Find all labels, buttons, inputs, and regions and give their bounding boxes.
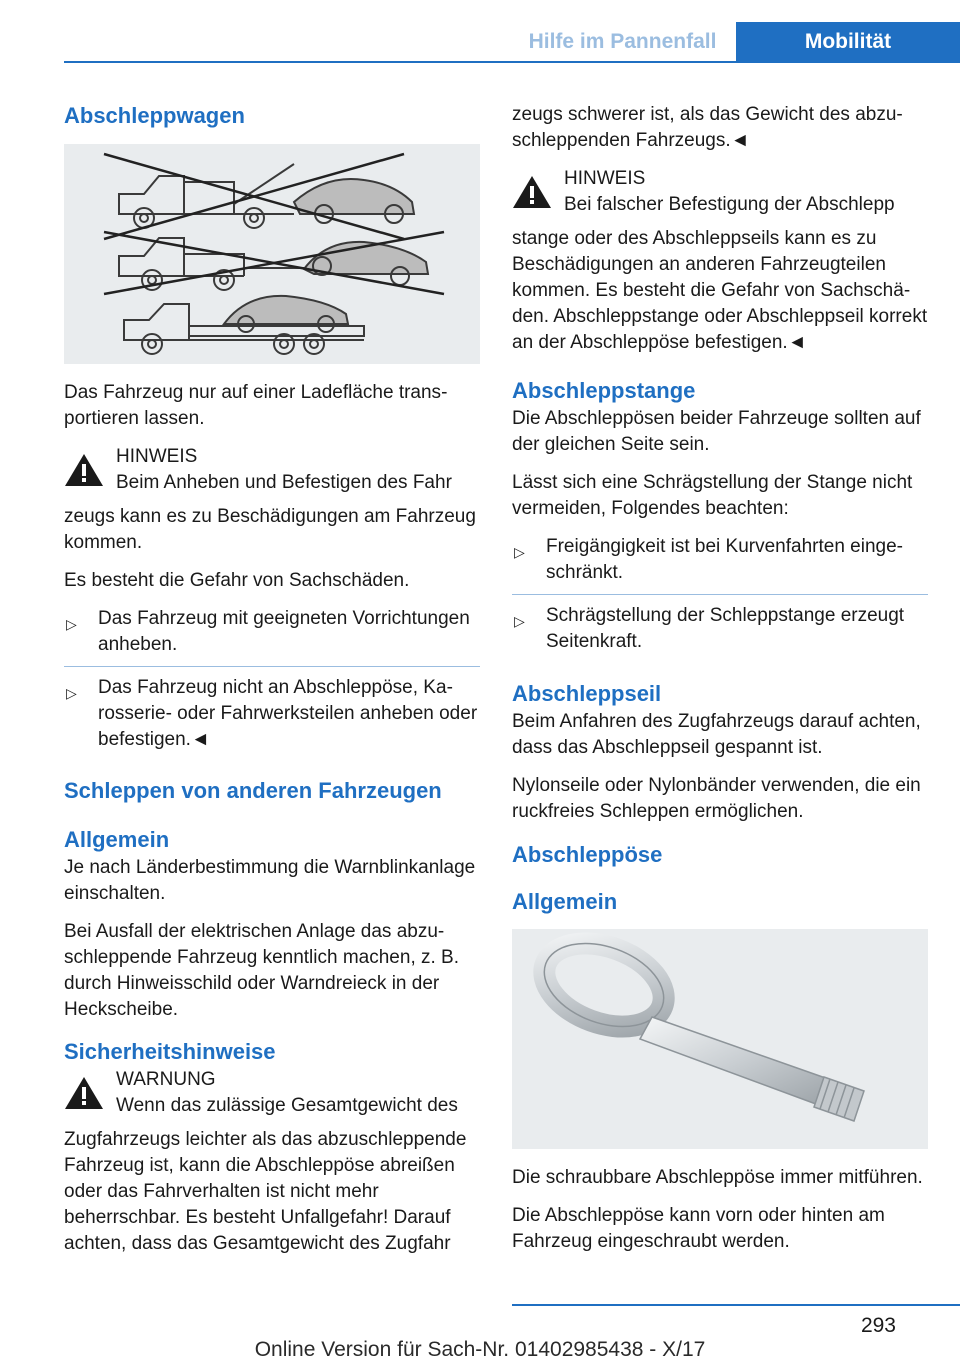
notice-first-line: Beim Anheben und Befestigen des Fahr (116, 472, 452, 493)
online-version-note: Online Version für Sach-Nr. 01402985438 - X/17 (254, 1338, 706, 1361)
warning-text: Zugfahrzeugs leichter als das abzuschleppende Fahrzeug ist, kann die Abschleppöse abreißen oder das Fahrverhalten ist nicht mehr beherrschbar. Es besteht Unfallgefahr! Darauf achten, dass das Gesamtgewicht des Zugfahr (64, 1129, 467, 1254)
list-item-text: Das Fahrzeug mit geeigneten Vorrichtungen anheben. (98, 608, 470, 655)
list-item-text: Schrägstellung der Schleppstange erzeugt Seitenkraft. (546, 605, 905, 652)
list-item (512, 603, 928, 663)
triangle-bullet-icon: ▷ (514, 613, 525, 629)
warning-title: WARNUNG (116, 1069, 216, 1090)
triangle-bullet-icon: ▷ (514, 544, 525, 560)
warning-triangle-icon (512, 174, 552, 210)
heading-safety: Sicherheitshinweise (64, 1039, 276, 1064)
list-item-text: Das Fahrzeug nicht an Abschleppöse, Karosserie- oder Fahrwerksteilen anheben oder befestigen.◄ (98, 677, 478, 750)
tow-truck-drawing (64, 144, 480, 364)
tow-truck-illustration (64, 144, 480, 364)
heading-tow-bar: Abschleppstange (512, 378, 696, 403)
bullet-list-2 (512, 534, 928, 663)
warning-triangle-icon (64, 452, 104, 488)
tow-eye-drawing (512, 929, 928, 1149)
notice-box-1 (64, 444, 480, 496)
tow-eye-paragraph-1: Die schraubbare Abschleppöse immer mitführen. (512, 1167, 923, 1188)
right-column (512, 102, 928, 1267)
list-item (64, 675, 480, 761)
notice-first-line: Bei falscher Befestigung der Abschlepp (564, 194, 895, 215)
general-paragraph-1: Je nach Länderbestimmung die Warnblinkanlage einschalten. (64, 857, 476, 904)
tow-rope-paragraph-2: Nylonseile oder Nylonbänder verwenden, die ein ruckfreies Schleppen ermöglichen. (512, 775, 921, 822)
tow-eye-illustration (512, 929, 928, 1149)
tow-caption: Das Fahrzeug nur auf einer Ladefläche transportieren lassen. (64, 382, 448, 429)
page-number: 293 (860, 1314, 896, 1337)
heading-towing-others: Schleppen von anderen Fahrzeugen (64, 778, 442, 803)
warning-first-line: Wenn das zulässige Gesamtgewicht des (116, 1095, 458, 1116)
list-item (512, 534, 928, 595)
list-item (64, 606, 480, 667)
bullet-list-1 (64, 606, 480, 761)
header-rule (64, 61, 960, 63)
heading-general: Allgemein (64, 827, 170, 852)
heading-tow-eye-general: Allgemein (512, 889, 618, 914)
notice-text: zeugs kann es zu Beschädigungen am Fahrzeug kommen. (64, 506, 476, 553)
tow-bar-paragraph-1: Die Abschleppösen beider Fahrzeuge sollten auf der gleichen Seite sein. (512, 408, 921, 455)
notice-title: HINWEIS (564, 168, 646, 189)
page-header (0, 0, 960, 62)
general-paragraph-2: Bei Ausfall der elektrischen Anlage das abzuschleppende Fahrzeug kenntlich machen, z. B. durch Hinweisschild oder Warndreieck in der Heckscheibe. (64, 921, 460, 1020)
list-item-text: Freigängigkeit ist bei Kurvenfahrten eingeschränkt. (546, 536, 903, 583)
tow-eye-paragraph-2: Die Abschleppöse kann vorn oder hinten am Fahrzeug eingeschraubt werden. (512, 1205, 885, 1252)
heading-tow-rope: Abschleppseil (512, 681, 662, 706)
triangle-bullet-icon: ▷ (66, 685, 77, 701)
notice-title: HINWEIS (116, 446, 198, 467)
chapter-tab: Mobilität (736, 22, 960, 62)
heading-tow-eye: Abschleppöse (512, 842, 663, 867)
footer-rule (512, 1304, 960, 1306)
heading-tow-truck: Abschleppwagen (64, 103, 245, 128)
tow-bar-paragraph-2: Lässt sich eine Schrägstellung der Stange nicht vermeiden, Folgendes beachten: (512, 472, 913, 519)
continued-text: zeugs schwerer ist, als das Gewicht des abzuschleppenden Fahrzeugs.◄ (512, 104, 903, 151)
warning-triangle-icon (64, 1075, 104, 1111)
notice-text: stange oder des Abschleppseils kann es zu Beschädigungen an anderen Fahrzeugteilen kommen. Es besteht die Gefahr von Sachschäden. Abschleppstange oder Abschleppseil korrekt an der Abschleppöse befestigen.◄ (512, 228, 928, 353)
triangle-bullet-icon: ▷ (66, 616, 77, 632)
notice-box-3 (512, 166, 928, 218)
section-tab: Hilfe im Pannenfall (528, 30, 717, 53)
tow-rope-paragraph-1: Beim Anfahren des Zugfahrzeugs darauf achten, dass das Abschleppseil gespannt ist. (512, 711, 921, 758)
notice-extra: Es besteht die Gefahr von Sachschäden. (64, 570, 410, 591)
warning-box-2 (64, 1067, 480, 1119)
left-column (64, 100, 480, 1269)
